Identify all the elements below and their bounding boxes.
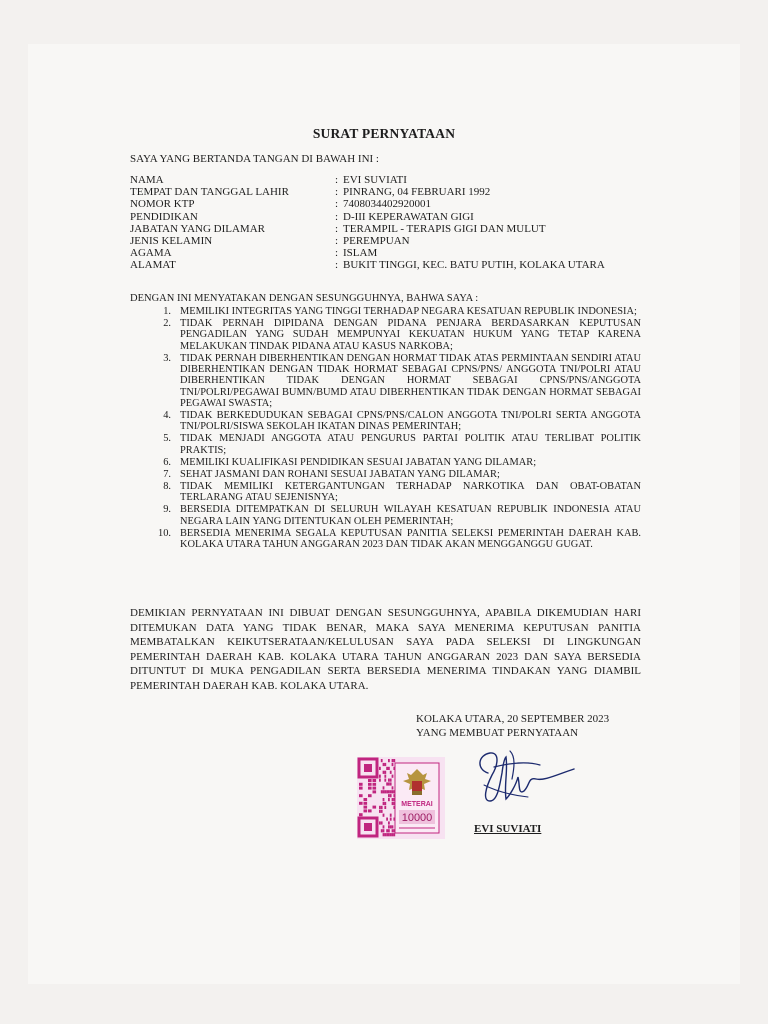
list-item-text: TIDAK MENJADI ANGGOTA ATAU PENGURUS PARTAI POLITIK ATAU TERLIBAT POLITIK PRAKTIS; (180, 433, 641, 456)
identity-label: ALAMAT (130, 259, 176, 272)
identity-label: PENDIDIKAN (130, 210, 198, 223)
list-item (130, 433, 641, 456)
list-item-number: 6. (163, 456, 171, 468)
list-item-number: 9. (163, 504, 171, 516)
list-item (130, 481, 641, 504)
identity-label: NAMA (130, 174, 164, 186)
place-date: KOLAKA UTARA, 20 SEPTEMBER 2023 (416, 713, 610, 725)
identity-row (130, 186, 660, 198)
signer-name: EVI SUVIATI (474, 823, 542, 835)
list-item-number: 1. (163, 306, 171, 317)
identity-row (130, 247, 660, 259)
identity-row (130, 223, 660, 235)
identity-separator: : (335, 174, 339, 186)
svg-text:METERAI: METERAI (401, 801, 433, 808)
meterai-stamp (357, 757, 445, 839)
identity-label: JENIS KELAMIN (130, 234, 213, 247)
list-item-text: MEMILIKI KUALIFIKASI PENDIDIKAN SESUAI JABATAN YANG DILAMAR; (180, 456, 537, 468)
list-item-number: 4. (163, 410, 171, 422)
identity-value: ISLAM (343, 247, 378, 260)
list-item-text: SEHAT JASMANI DAN ROHANI SESUAI JABATAN YANG DILAMAR; (180, 468, 500, 480)
list-item-number: 10. (158, 527, 171, 539)
identity-value: EVI SUVIATI (343, 174, 407, 186)
list-item-number: 8. (163, 481, 171, 493)
list-item-text: MEMILIKI INTEGRITAS YANG TINGGI TERHADAP NEGARA KESATUAN REPUBLIK INDONESIA; (180, 306, 637, 317)
intro-line: SAYA YANG BERTANDA TANGAN DI BAWAH INI : (130, 153, 379, 165)
list-item-text: TIDAK BERKEDUDUKAN SEBAGAI CPNS/PNS/CALON ANGGOTA TNI/POLRI SERTA ANGGOTA TNI/POLRI/SISWA SEKOLAH IKATAN DINAS PEMERINTAH; (180, 410, 641, 433)
list-item (130, 469, 641, 480)
identity-block (130, 174, 660, 272)
identity-value: 7408034402920001 (343, 198, 431, 211)
list-item-text: TIDAK PERNAH DIPIDANA DENGAN PIDANA PENJARA BERDASARKAN KEPUTUSAN PENGADILAN YANG SUDAH MEMPUNYAI KEKUATAN HUKUM YANG TETAP KARENA MELAKUKAN TINDAK PIDANA ATAU KASUS NARKOBA; (180, 318, 641, 352)
identity-separator: : (335, 222, 339, 235)
list-item (130, 353, 641, 409)
maker-label: YANG MEMBUAT PERNYATAAN (416, 727, 579, 739)
identity-value: TERAMPIL - TERAPIS GIGI DAN MULUT (343, 222, 546, 235)
list-item (130, 306, 641, 317)
identity-separator: : (335, 210, 339, 223)
list-item-number: 5. (163, 433, 171, 445)
list-item (130, 457, 641, 468)
list-item-number: 3. (163, 352, 171, 364)
document-title: SURAT PERNYATAAN (312, 126, 456, 141)
statement-intro: DENGAN INI MENYATAKAN DENGAN SESUNGGUHNYA, BAHWA SAYA : (130, 293, 479, 304)
list-item-text: BERSEDIA DITEMPATKAN DI SELURUH WILAYAH KESATUAN REPUBLIK INDONESIA ATAU NEGARA LAIN YANG DITENTUKAN OLEH PEMERINTAH; (180, 504, 641, 527)
identity-label: TEMPAT DAN TANGGAL LAHIR (130, 186, 289, 199)
identity-separator: : (335, 186, 339, 199)
identity-value: PEREMPUAN (343, 234, 410, 247)
svg-text:10000: 10000 (401, 812, 433, 824)
closing-paragraph: DEMIKIAN PERNYATAAN INI DIBUAT DENGAN SESUNGGUHNYA, APABILA DIKEMUDIAN HARI DITEMUKAN DATA YANG TIDAK BENAR, MAKA SAYA MENERIMA KEPUTUSAN PANITIA MEMBATALKAN KEIKUTSERATAAN/KELULUSAN SAYA PADA SELEKSI DI LINGKUNGAN PEMERINTAH DAERAH KAB. KOLAKA UTARA TAHUN ANGGARAN 2023 DAN SAYA BERSEDIA DITUNTUT DI MUKA PENGADILAN SERTA BERSEDIA MENERIMA TINDAKAN YANG DIAMBIL PEMERINTAH DAERAH KAB. KOLAKA UTARA. (130, 607, 641, 692)
identity-value: BUKIT TINGGI, KEC. BATU PUTIH, KOLAKA UTARA (343, 259, 605, 272)
qr-code-icon (357, 757, 445, 839)
statement-list (130, 306, 641, 551)
list-item (130, 504, 641, 527)
identity-label: JABATAN YANG DILAMAR (130, 222, 265, 235)
identity-row (130, 235, 660, 247)
identity-separator: : (335, 234, 339, 247)
identity-separator: : (335, 247, 339, 260)
identity-row (130, 174, 660, 186)
list-item-text: BERSEDIA MENERIMA SEGALA KEPUTUSAN PANITIA SELEKSI PEMERINTAH DAERAH KAB. KOLAKA UTARA TAHUN ANGGARAN 2023 DAN TIDAK AKAN MENGGANGGU GUGAT. (180, 527, 641, 551)
identity-label: NOMOR KTP (130, 198, 195, 211)
handwritten-signature (470, 745, 585, 815)
identity-row (130, 259, 660, 271)
list-item-text: TIDAK MEMILIKI KETERGANTUNGAN TERHADAP NARKOTIKA DAN OBAT-OBATAN TERLARANG ATAU SEJENISNYA; (180, 481, 641, 504)
list-item (130, 410, 641, 433)
list-item-text: TIDAK PERNAH DIBERHENTIKAN DENGAN HORMAT TIDAK ATAS PERMINTAAN SENDIRI ATAU DIBERHENTIKAN DENGAN TIDAK HORMAT SEBAGAI CPNS/PNS/ ANGGOTA TNI/POLRI ATAU DIBERHENTIKAN TIDAK DENGAN HORMAT SEBAGAI CPNS/PNS/ANGGOTA TNI/POLRI/PEGAWAI BUMN/BUMD ATAU DIBERHENTIKAN TIDAK DENGAN HORMAT SEBAGAI PEGAWAI SWASTA; (180, 352, 641, 409)
identity-separator: : (335, 259, 339, 272)
identity-value: PINRANG, 04 FEBRUARI 1992 (343, 186, 491, 199)
identity-value: D-III KEPERAWATAN GIGI (343, 210, 474, 223)
identity-row (130, 198, 660, 210)
list-item-number: 7. (163, 468, 171, 480)
list-item (130, 318, 641, 352)
list-item (130, 528, 641, 551)
list-item-number: 2. (163, 318, 171, 330)
signature-caption (416, 712, 609, 740)
identity-separator: : (335, 198, 339, 211)
identity-row (130, 211, 660, 223)
identity-label: AGAMA (130, 247, 172, 260)
